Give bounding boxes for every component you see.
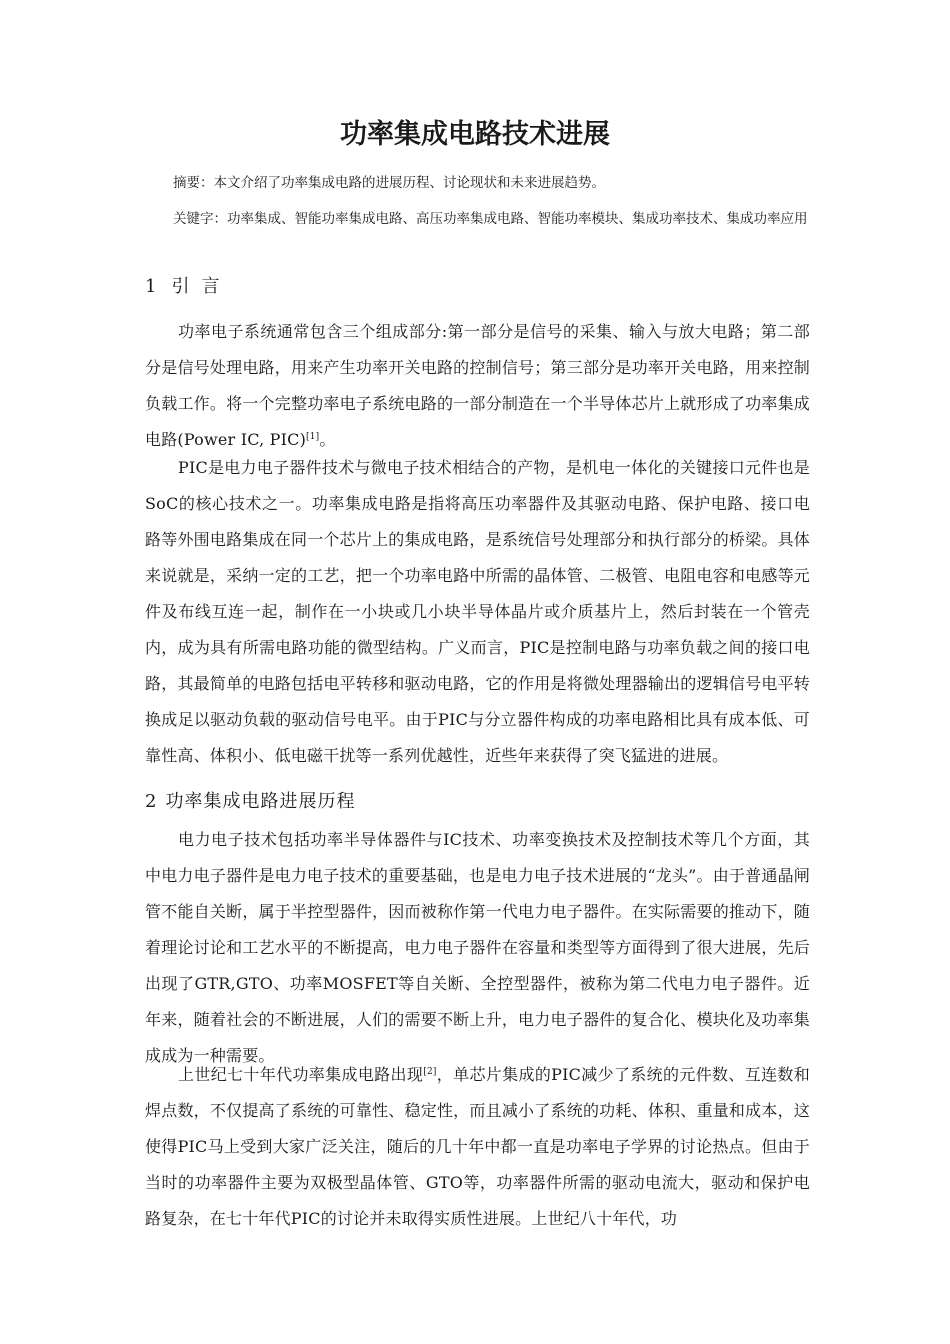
paragraph-text: 上世纪七十年代功率集成电路出现: [178, 1065, 424, 1084]
document-title: 功率集成电路技术进展: [340, 119, 610, 150]
paragraph: [145, 1057, 810, 1237]
section-number: 2: [145, 791, 158, 812]
paragraph-text-end: 。: [319, 430, 336, 449]
paragraph-text-rest: ，单芯片集成的PIC减少了系统的元件数、互连数和焊点数，不仅提高了系统的可靠性、稳定性，而且减小了系统的功耗、体积、重量和成本，这使得PIC马上受到大家广泛关注，随后的几十年中都一直是功率电子学界的讨论热点。但由于当时的功率器件主要为双极型晶体管、GTO等，功率器件所需的驱动电流大，驱动和保护电路复杂，在七十年代PIC的讨论并未取得实质性进展。上世纪八十年代，功: [145, 1065, 810, 1228]
paragraph-text: 功率电子系统通常包含三个组成部分:第一部分是信号的采集、输入与放大电路；第二部分是信号处理电路，用来产生功率开关电路的控制信号；第三部分是功率开关电路，用来控制负载工作。将一个完整功率电子系统电路的一部分制造在一个半导体芯片上就形成了功率集成电路(Power IC, PIC): [145, 322, 810, 449]
paragraph: PIC是电力电子器件技术与微电子技术相结合的产物，是机电一体化的关键接口元件也是SoC的核心技术之一。功率集成电路是指将高压功率器件及其驱动电路、保护电路、接口电路等外围电路集成在同一个芯片上的集成电路，是系统信号处理部分和执行部分的桥梁。具体来说就是，采纳一定的工艺，把一个功率电路中所需的晶体管、二极管、电阻电容和电感等元件及布线互连一起，制作在一小块或几小块半导体晶片或介质基片上，然后封装在一个管壳内，成为具有所需电路功能的微型结构。广义而言，PIC是控制电路与功率负载之间的接口电路，其最简单的电路包括电平转移和驱动电路，它的作用是将微处理器输出的逻辑信号电平转换成足以驱动负载的驱动信号电平。由于PIC与分立器件构成的功率电路相比具有成本低、可靠性高、体积小、低电磁干扰等一系列优越性，近些年来获得了突飞猛进的进展。: [145, 458, 810, 765]
section-number: 1: [145, 276, 158, 297]
section-1-heading: [145, 272, 231, 298]
paragraph: [145, 314, 810, 458]
section-2-heading: [145, 787, 355, 813]
section-title: 功率集成电路进展历程: [165, 791, 356, 812]
paragraph: 电力电子技术包括功率半导体器件与IC技术、功率变换技术及控制技术等几个方面，其中电力电子器件是电力电子技术的重要基础，也是电力电子技术进展的“龙头”。由于普通晶闸管不能自关断，属于半控型器件，因而被称作第一代电力电子器件。在实际需要的推动下，随着理论讨论和工艺水平的不断提高，电力电子器件在容量和类型等方面得到了很大进展，先后出现了GTR,GTO、功率MOSFET等自关断、全控型器件，被称为第二代电力电子器件。近年来，随着社会的不断进展，人们的需要不断上升，电力电子器件的复合化、模块化及功率集成成为一种需要。: [145, 830, 810, 1065]
citation-ref: [1]: [306, 432, 320, 442]
citation-ref: [2]: [423, 1067, 437, 1077]
keywords: 关键字：功率集成、智能功率集成电路、高压功率集成电路、智能功率模块、集成功率技术、集成功率应用: [173, 211, 808, 227]
section-title: 引言: [171, 276, 232, 297]
abstract: 摘要：本文介绍了功率集成电路的进展历程、讨论现状和未来进展趋势。: [173, 175, 605, 191]
